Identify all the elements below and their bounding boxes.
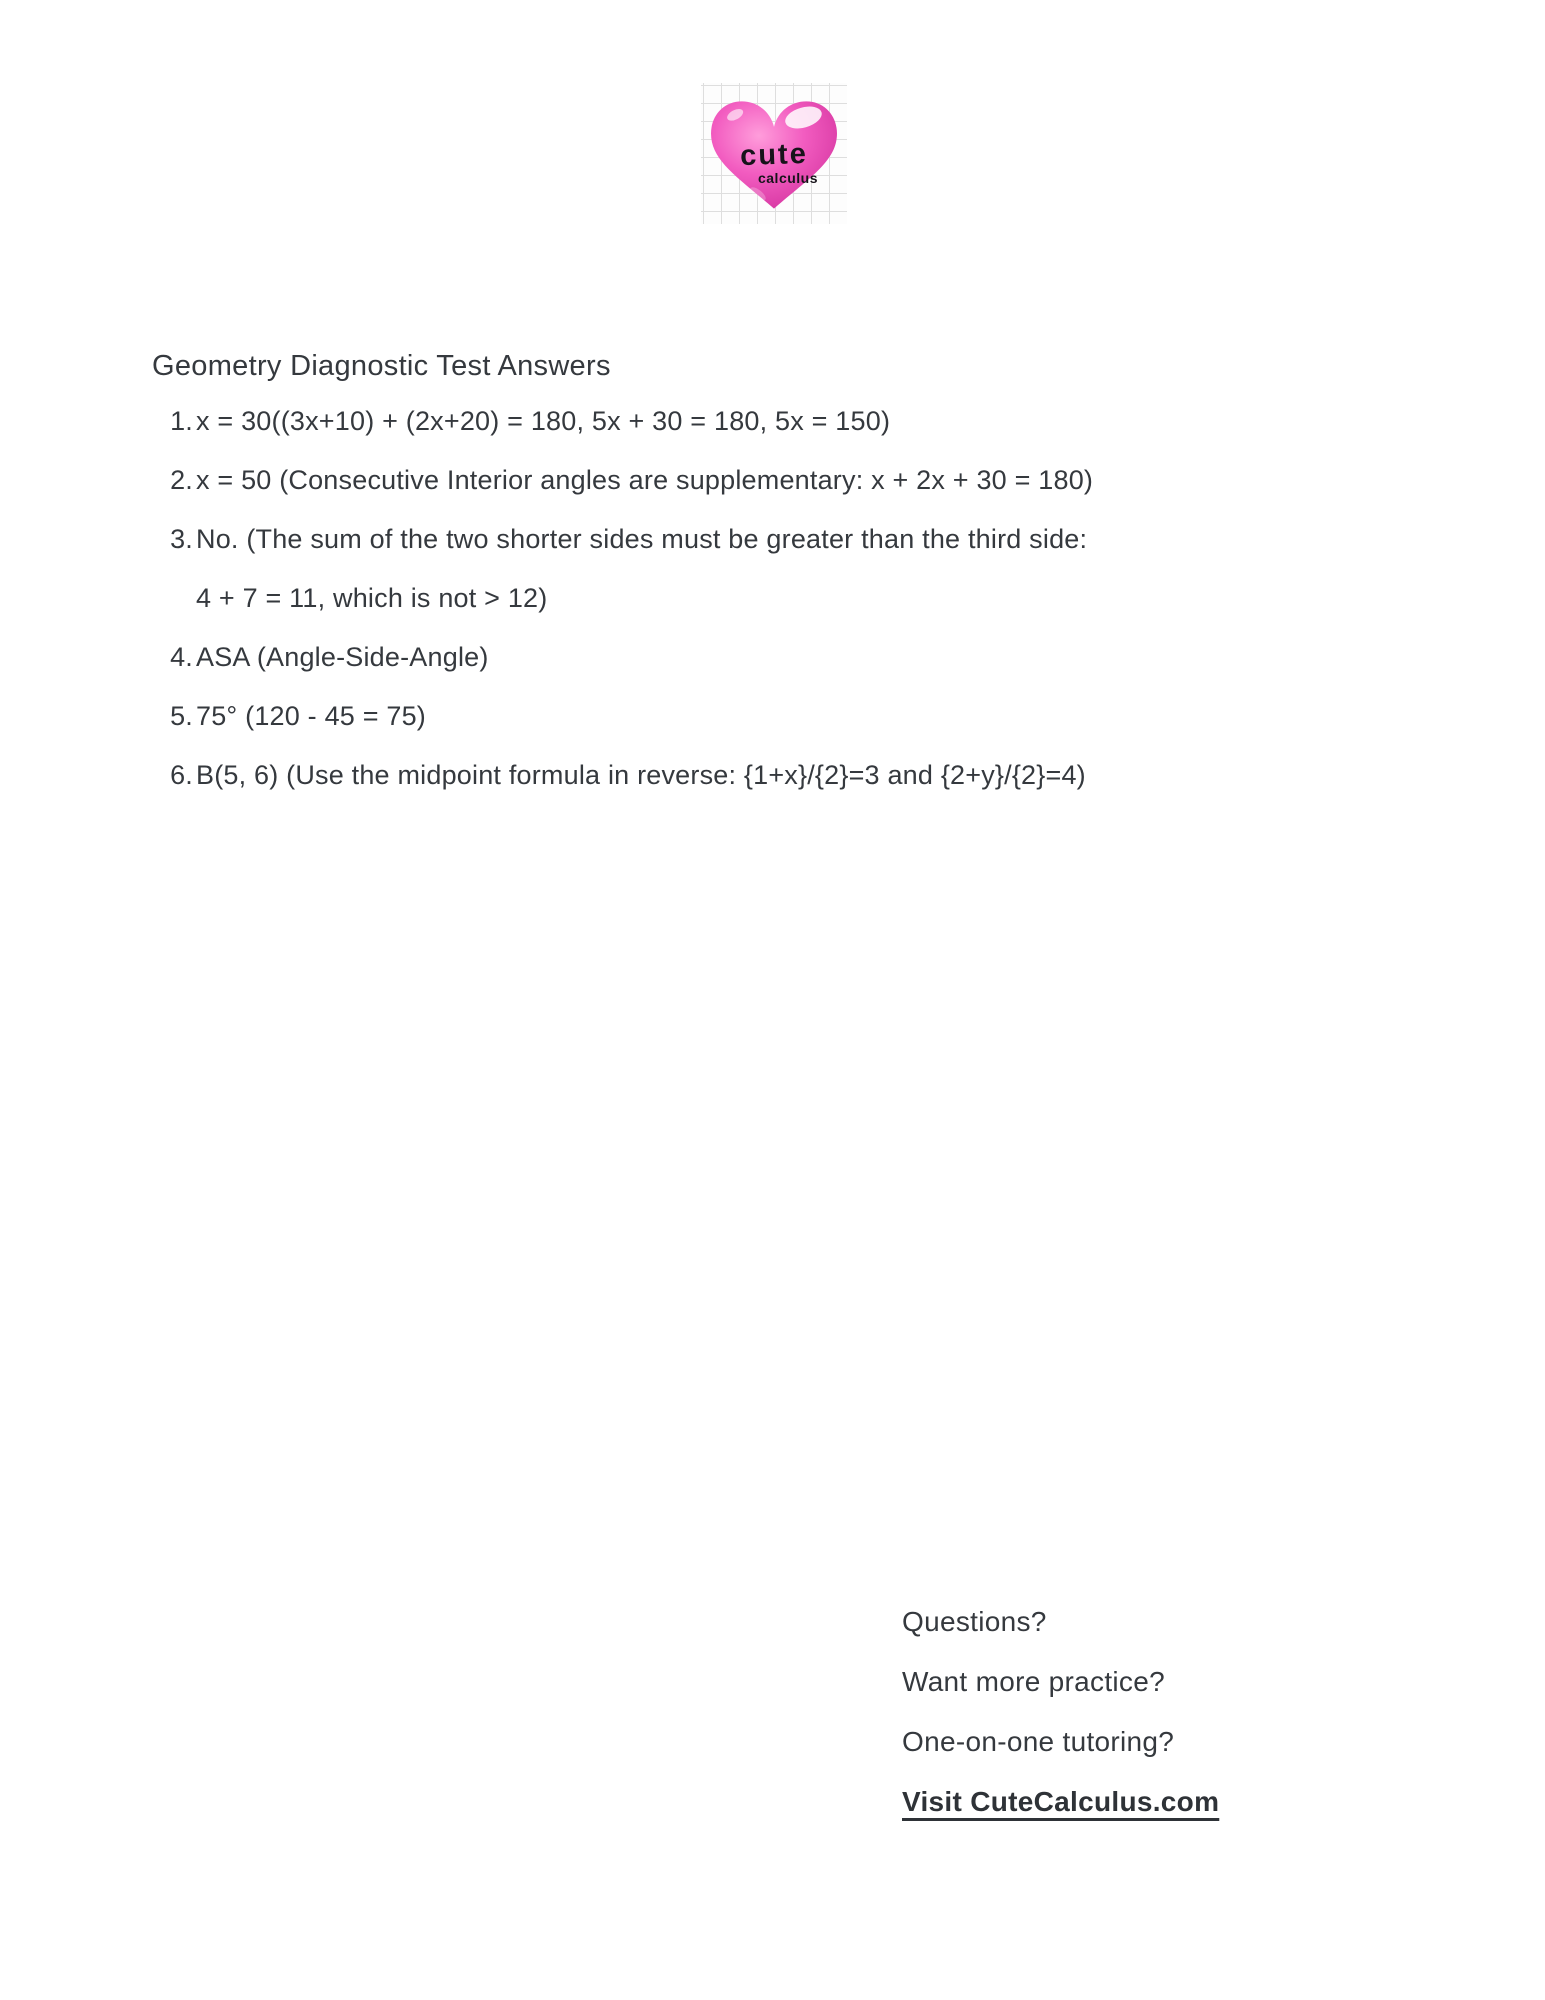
answers-list: [152, 392, 1093, 805]
answer-item-5: [152, 687, 1093, 746]
answer-item-1: [152, 392, 1093, 451]
logo-word-calculus: calculus: [757, 170, 819, 186]
answer-text: ASA (Angle-Side-Angle): [196, 642, 489, 672]
answer-text-line-1: No. (The sum of the two shorter sides must be greater than the third side:: [196, 524, 1088, 554]
logo-word-cute: cute: [739, 137, 809, 173]
cta-line-questions: Questions?: [902, 1606, 1047, 1637]
footer-cta: [902, 1592, 1219, 1832]
answer-number: 5.: [170, 701, 193, 731]
answer-text-line-2: 4 + 7 = 11, which is not > 12): [196, 583, 548, 613]
answer-item-6: [152, 746, 1093, 805]
answer-text: 75° (120 - 45 = 75): [196, 701, 426, 731]
page-title: Geometry Diagnostic Test Answers: [152, 350, 611, 382]
answer-text: [196, 510, 1087, 628]
answer-text: x = 50 (Consecutive Interior angles are supplementary: x + 2x + 30 = 180): [196, 465, 1094, 495]
answer-number: 2.: [170, 465, 193, 495]
cutecalculus-logo: [701, 83, 847, 224]
answer-number: 4.: [170, 642, 193, 672]
answer-text: B(5, 6) (Use the midpoint formula in reverse: {1+x}/{2}=3 and {2+y}/{2}=4): [196, 760, 1086, 790]
answer-number: 1.: [170, 406, 193, 436]
answer-item-3: [152, 510, 1093, 628]
answer-number: 3.: [170, 524, 193, 554]
cta-link-visit-cutecalculus[interactable]: Visit CuteCalculus.com: [902, 1786, 1220, 1817]
cta-line-tutoring: One-on-one tutoring?: [902, 1726, 1175, 1757]
answer-item-2: [152, 451, 1093, 510]
cta-line-practice: Want more practice?: [902, 1666, 1165, 1697]
answer-number: 6.: [170, 760, 193, 790]
answer-text: x = 30((3x+10) + (2x+20) = 180, 5x + 30 = 180, 5x = 150): [196, 406, 891, 436]
answer-item-4: [152, 628, 1093, 687]
